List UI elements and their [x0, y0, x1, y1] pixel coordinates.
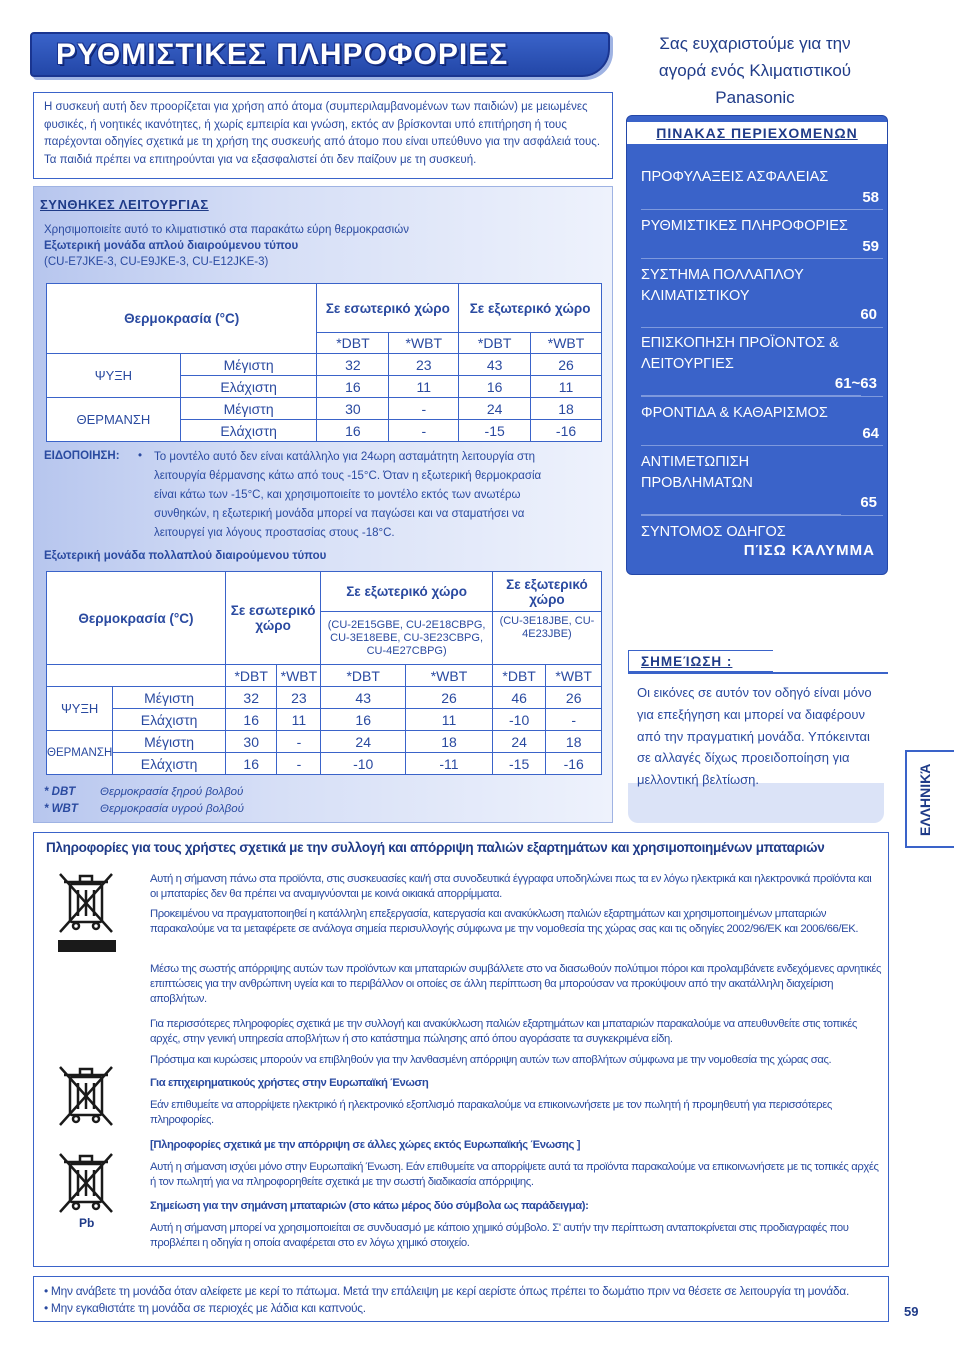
t1-cell: -15: [459, 420, 531, 442]
t2-cell: -11: [406, 753, 493, 775]
toc-heading: ΠΙΝΑΚΑΣ ΠΕΡΙΕΧΟΜΕΝΩΝ: [656, 125, 858, 141]
disposal-paragraph: Αυτή η σήμανση ισχύει μόνο στην Ευρωπαϊκή Ένωση. Εάν επιθυμείτε να απορρίψετε αυτά τα προϊόντα παρακαλούμε να επικοινωνήσετε με τις τοπικές αρχές ή τον πωλητή για να πληροφορηθείτε σχετικά με την σωστή διαδικασία απόρριψης.: [150, 1161, 879, 1188]
conditions-heading: ΣΥΝΘΗΚΕΣ ΛΕΙΤΟΥΡΓΙΑΣ: [40, 197, 209, 212]
disposal-paragraph: Αυτή η σήμανση πάνω στα προϊόντα, στις συσκευασίες και/ή στα συνοδευτικά έγγραφα υποδηλώνει πως τα εν λόγω ηλεκτρικά και ηλεκτρονικά προϊόντα και οι μπαταρίες δεν θα πρέπει να αναμιγνύονται με κοινά οικιακά απορρίμματα.: [150, 873, 872, 900]
t2-row-type: Μέγιστη: [113, 731, 226, 753]
conditions-intro: Χρησιμοποιείτε αυτό το κλιματιστικό στα παρακάτω εύρη θερμοκρασιών: [44, 224, 409, 236]
thanks-line-2: αγορά ενός Κλιματιστικού: [658, 61, 852, 80]
toc-divider: [641, 327, 883, 328]
t2-temp-header: Θερμοκρασία (°C): [47, 572, 226, 665]
t1-dbt: *DBT: [459, 333, 531, 354]
t2-outdoor1-models: (CU-2E15GBE, CU-2E18CBPG, CU-3E18EBE, CU-3E23CBPG, CU-4E27CBPG): [321, 612, 493, 665]
battery-bin-icon: [56, 1150, 118, 1216]
t1-cell: 11: [389, 376, 459, 398]
warning-label: ΕΙΔΟΠΟΙΗΣΗ:: [44, 450, 120, 462]
t2-mode-cooling: ΨΥΞΗ: [47, 687, 113, 731]
t2-cell: 16: [225, 753, 277, 775]
weee-bin-icon: [56, 870, 118, 960]
toc-item-label: ΣΥΣΤΗΜΑ ΠΟΛΛΑΠΛΟΥ ΚΛΙΜΑΤΙΣΤΙΚΟΥ: [641, 267, 804, 304]
toc-item[interactable]: [641, 452, 841, 515]
t2-cell: 24: [321, 731, 406, 753]
t1-outdoor-header: Σε εξωτερικό χώρο: [459, 284, 602, 333]
warning-text: [154, 448, 604, 543]
t2-wbt: *WBT: [277, 665, 321, 687]
t2-cell: 11: [406, 709, 493, 731]
footnote-dbt-key: * DBT: [44, 786, 76, 798]
t2-cell: 26: [546, 687, 602, 709]
single-split-table: [46, 283, 602, 442]
t2-cell: 23: [277, 687, 321, 709]
note-divider: [628, 672, 888, 674]
disposal-paragraph: Αυτή η σήμανση μπορεί να χρησιμοποιείται σε συνδυασμό με κάποιο χημικό σύμβολο. Σ' αυτήν την περίπτωση ανταποκρίνεται στις προδιαγραφές που προβλέπει η οδηγία η οποία αναφέρεται στο εν λόγω χημικό στοιχείο.: [150, 1222, 849, 1249]
toc-item-page: 65: [860, 494, 877, 511]
t1-row-type: Ελάχιστη: [180, 376, 317, 398]
t1-row-type: Μέγιστη: [180, 398, 317, 420]
t1-wbt: *WBT: [389, 333, 459, 354]
t2-cell: -: [546, 709, 602, 731]
toc-item-label: ΠΡΟΦΥΛΑΞΕΙΣ ΑΣΦΑΛΕΙΑΣ: [641, 169, 829, 185]
t2-cell: 46: [492, 687, 546, 709]
t1-cell: 16: [317, 376, 389, 398]
t1-temp-header: Θερμοκρασία (°C): [47, 284, 317, 354]
disposal-paragraph: Για περισσότερες πληροφορίες σχετικά με την συλλογή και ανακύκλωση παλιών εξαρτημάτων και μπαταριών παρακαλούμε να απευθυνθείτε στις τοπικές αρχές, στην γενική υπηρεσία αποβλήτων ή στο κατάστημα πώλησης από όπου αγοράσατε τα συγκεκριμένα είδη.: [150, 1018, 857, 1045]
disposal-title: Πληροφορίες για τους χρήστες σχετικά με την συλλογή και απόρριψη παλιών εξαρτημάτων και χρησιμοποιημένων μπαταριών: [46, 840, 825, 855]
toc-item-page: 64: [862, 425, 879, 442]
t1-cell: -16: [531, 420, 602, 442]
warning-bullet: •: [138, 450, 143, 462]
t2-cell: 24: [492, 731, 546, 753]
pb-label: Pb: [79, 1216, 95, 1230]
disposal-subheading: [Πληροφορίες σχετικά με την απόρριψη σε άλλες χώρες εκτός Ευρωπαϊκής Ένωσης ]: [150, 1139, 581, 1151]
single-split-models: (CU-E7JKE-3, CU-E9JKE-3, CU-E12JKE-3): [44, 256, 269, 268]
t2-cell: -: [277, 731, 321, 753]
warning-line: Το μοντέλο αυτό δεν είναι κατάλληλο για 24ωρη ασταμάτητη λειτουργία στη: [154, 451, 536, 463]
t2-cell: 18: [546, 731, 602, 753]
toc-item-label: ΑΝΤΙΜΕΤΩΠΙΣΗ ΠΡΟΒΛΗΜΑΤΩΝ: [641, 454, 753, 491]
toc-item-label: ΦΡΟΝΤΙΔΑ & ΚΑΘΑΡΙΣΜΟΣ: [641, 405, 828, 421]
t2-dbt: *DBT: [321, 665, 406, 687]
footnote-wbt-key: * WBT: [44, 803, 78, 815]
language-tab: [905, 750, 954, 848]
t1-mode-cooling: ΨΥΞΗ: [47, 354, 181, 398]
bottom-note: • Μην ανάβετε τη μονάδα όταν αλείφετε με κερί το πάτωμα. Μετά την επάλειψη με κερί αερίστε όπως πρέπει το δωμάτιο πριν να θέσετε σε λειτουργία τη μονάδα.: [44, 1284, 849, 1298]
t2-dbt: *DBT: [225, 665, 277, 687]
warning-line: είναι κάτω των -15°C, και χρησιμοποιείτε το μοντέλο εκτός των ανωτέρω: [154, 489, 521, 501]
t2-cell: 43: [321, 687, 406, 709]
t2-row-type: Ελάχιστη: [113, 709, 226, 731]
toc-item-label: ΣΥΝΤΟΜΟΣ ΟΔΗΓΟΣ: [641, 524, 786, 540]
toc-item-page: ΠΊΣΩ ΚΆΛΥΜΜΑ: [743, 542, 875, 559]
t2-dbt: *DBT: [492, 665, 546, 687]
note-heading: ΣΗΜΕΊΩΣΗ :: [641, 654, 733, 669]
thanks-message: [630, 30, 880, 111]
disposal-subheading: Για επιχειρηματικούς χρήστες στην Ευρωπαϊκή Ένωση: [150, 1077, 429, 1089]
toc-item[interactable]: [641, 265, 841, 328]
thanks-line-3: Panasonic: [715, 88, 795, 107]
t2-cell: 16: [225, 709, 277, 731]
t1-cell: 11: [531, 376, 602, 398]
t2-cell: 11: [277, 709, 321, 731]
toc-item-page: 61~63: [834, 375, 877, 392]
t1-cell: 16: [317, 420, 389, 442]
t2-outdoor2-header: Σε εξωτερικό χώρο: [492, 572, 601, 612]
page-number: 59: [904, 1304, 919, 1319]
multi-split-table: [46, 571, 602, 775]
page-title: ΡΥΘΜΙΣΤΙΚΕΣ ΠΛΗΡΟΦΟΡΙΕΣ: [56, 38, 509, 71]
t1-cell: -: [389, 420, 459, 442]
t2-cell: 16: [321, 709, 406, 731]
disposal-paragraph: Πρόστιμα και κυρώσεις μπορούν να επιβληθούν για την λανθασμένη απόρριψη αυτών των αποβλήτων σύμφωνα με την νομοθεσία της χώρας σας.: [150, 1054, 832, 1066]
weee-bin-icon-business: [56, 1063, 118, 1129]
toc-item[interactable]: [641, 403, 883, 446]
t2-row-type: Ελάχιστη: [113, 753, 226, 775]
t2-row-type: Μέγιστη: [113, 687, 226, 709]
t2-cell: -16: [546, 753, 602, 775]
footnote-dbt-value: Θερμοκρασία ξηρού βολβού: [100, 786, 244, 798]
toc-item-page: 58: [862, 189, 879, 206]
toc-item[interactable]: [641, 522, 883, 542]
disposal-paragraph: Μέσω της σωστής απόρριψης αυτών των προϊόντων και μπαταριών συμβάλλετε στο να διασωθούν πολύτιμοι πόροι και προλαμβάνετε ενδεχόμενες αρνητικές επιπτώσεις για την ανθρώπινη υγεία και το περιβάλλον οι οποίες σε άλλη περίπτωση θα μπορούσαν να προκύψουν από την ακατάλληλη διαχείριση αποβλήτων.: [150, 963, 882, 1005]
note-heading-box: [628, 650, 773, 672]
operating-conditions-panel: [33, 186, 613, 823]
single-split-heading: Εξωτερική μονάδα απλού διαιρούμενου τύπου: [44, 240, 299, 252]
t2-outdoor2-models: (CU-3E18JBE, CU-4E23JBE): [492, 612, 601, 665]
t1-cell: 23: [389, 354, 459, 376]
t2-outdoor1-header: Σε εξωτερικό χώρο: [321, 572, 493, 612]
t1-mode-heating: ΘΕΡΜΑΝΣΗ: [47, 398, 181, 442]
toc-item-label: ΕΠΙΣΚΟΠΗΣΗ ΠΡΟΪΟΝΤΟΣ & ΛΕΙΤΟΥΡΓΙΕΣ: [641, 335, 839, 372]
t2-cell: 18: [406, 731, 493, 753]
table-of-contents: [626, 115, 888, 575]
disposal-paragraph: Προκειμένου να πραγματοποιηθεί η κατάλληλη επεξεργασία, κατεργασία και ανακύκλωση παλιών εξαρτημάτων και χρησιμοποιημένων μπαταριών παρακαλούμε να τα μεταφέρετε σε ανάλογα σημεία περισυλλογής σύμφωνα με την νομοθεσία της χώρας σας και τις οδηγίες 2002/96/ΕΚ και 2006/66/ΕΚ.: [150, 908, 859, 935]
language-tab-label: ΕΛΛΗΝΙΚΆ: [917, 763, 933, 837]
safety-intro-text: Η συσκευή αυτή δεν προορίζεται για χρήση από άτομα (συμπεριλαμβανομένων των παιδιών) με μειωμένες φυσικές, ή νοητικές ικανότητες, ή χωρίς εμπειρία και γνώση, εκτός αν βρίσκονται υπό επιτήρηση ή τους παρέχονται οδηγίες σχετικά με τη χρήση της συσκευής από άτομο που είναι υπεύθυνο για την ασφάλειά τους. Τα παιδιά πρέπει να επιτηρούνται για να εξασφαλιστεί ότι δεν παίζουν με τη συσκευή.: [44, 101, 601, 166]
t1-cell: -: [389, 398, 459, 420]
toc-divider: [641, 396, 883, 397]
t1-indoor-header: Σε εσωτερικό χώρο: [317, 284, 459, 333]
t2-cell: -10: [492, 709, 546, 731]
t1-cell: 26: [531, 354, 602, 376]
t1-cell: 18: [531, 398, 602, 420]
toc-item[interactable]: [641, 167, 883, 210]
title-banner: [30, 32, 610, 77]
t2-cell: 30: [225, 731, 277, 753]
note-text: Οι εικόνες σε αυτόν τον οδηγό είναι μόνο για επεξήγηση και μπορεί να διαφέρουν από την πραγματική μονάδα. Υπόκεινται σε αλλαγές δίχως προειδοποίηση για μελλοντική βελτίωση.: [637, 685, 872, 788]
disposal-subheading: Σημείωση για την σημάνση μπαταριών (στο κάτω μέρος δύο σύμβολα ως παράδειγμα):: [150, 1200, 589, 1212]
toc-divider: [641, 515, 883, 516]
t1-cell: 30: [317, 398, 389, 420]
toc-item-page: 59: [862, 238, 879, 255]
t1-cell: 24: [459, 398, 531, 420]
t2-cell: -: [277, 753, 321, 775]
t2-mode-heating: ΘΕΡΜΑΝΣΗ: [47, 731, 113, 775]
warning-line: λειτουργεί για λόγους προστασίας στους -18°C.: [154, 527, 395, 539]
t1-row-type: Μέγιστη: [180, 354, 317, 376]
bottom-note: • Μην εγκαθιστάτε τη μονάδα σε περιοχές με λάδια και καπνούς.: [44, 1301, 366, 1315]
toc-item[interactable]: [641, 216, 883, 259]
t2-spacer: [47, 665, 226, 687]
t2-wbt: *WBT: [406, 665, 493, 687]
t1-row-type: Ελάχιστη: [180, 420, 317, 442]
t2-cell: 26: [406, 687, 493, 709]
t2-indoor-header: Σε εσωτερικό χώρο: [225, 572, 320, 665]
t1-cell: 32: [317, 354, 389, 376]
toc-item-page: 60: [860, 306, 877, 323]
t2-cell: -10: [321, 753, 406, 775]
t2-cell: 32: [225, 687, 277, 709]
thanks-line-1: Σας ευχαριστούμε για την: [659, 34, 851, 53]
safety-intro-box: [33, 92, 613, 179]
t1-wbt: *WBT: [531, 333, 602, 354]
t1-cell: 43: [459, 354, 531, 376]
warning-line: συνθηκών, η εξωτερική μονάδα μπορεί να παγώσει και να σταματήσει να: [154, 508, 525, 520]
toc-item-label: ΡΥΘΜΙΣΤΙΚΕΣ ΠΛΗΡΟΦΟΡΙΕΣ: [641, 218, 848, 234]
t2-wbt: *WBT: [546, 665, 602, 687]
t1-cell: 16: [459, 376, 531, 398]
footnote-wbt-value: Θερμοκρασία υγρού βολβού: [100, 803, 244, 815]
t2-cell: -15: [492, 753, 546, 775]
warning-line: λειτουργία θέρμανσης κάτω από τους -15°C. Όταν η εξωτερική θερμοκρασία: [154, 470, 542, 482]
disposal-paragraph: Εάν επιθυμείτε να απορρίψετε ηλεκτρικό ή ηλεκτρονικό εξοπλισμό παρακαλούμε να επικοινωνήσετε με τον πωλητή ή προμηθευτή για περισσότερες πληροφορίες.: [150, 1099, 832, 1126]
t1-dbt: *DBT: [317, 333, 389, 354]
multi-split-heading: Εξωτερική μονάδα πολλαπλού διαιρούμενου τύπου: [44, 550, 327, 562]
toc-heading-bar: [627, 122, 887, 144]
